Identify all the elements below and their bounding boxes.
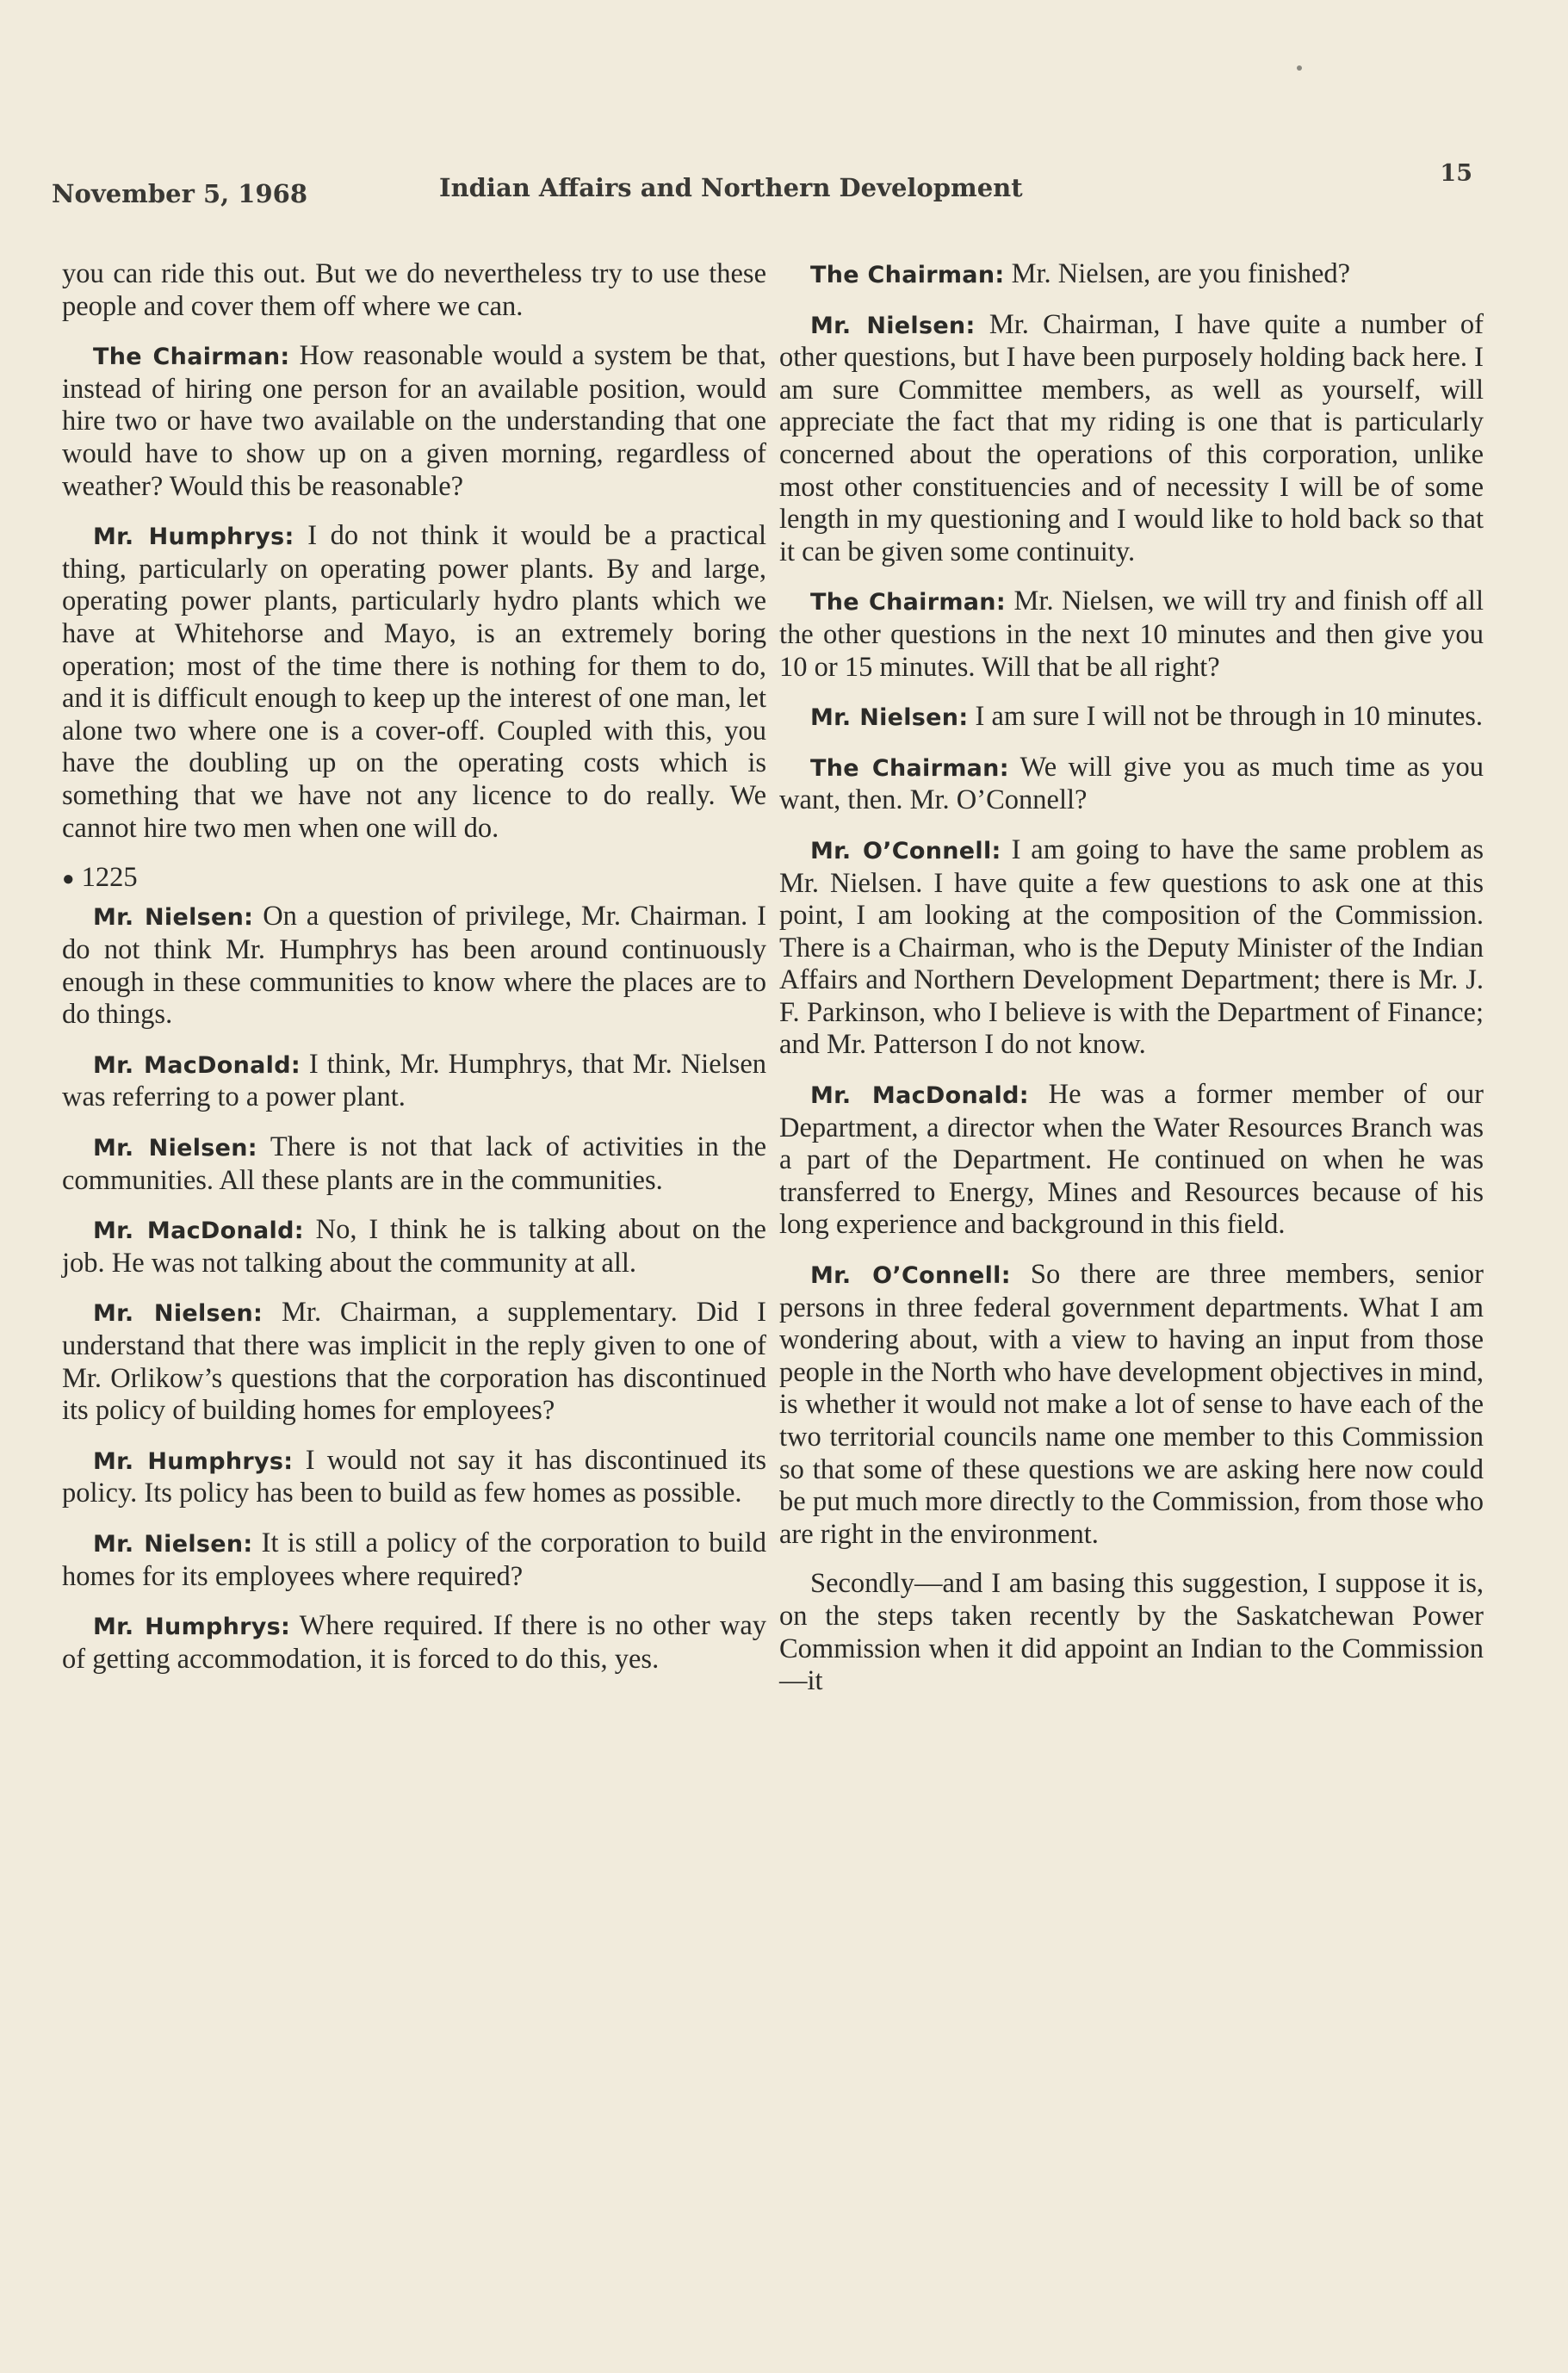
paragraph-text: Mr. Chairman, I have quite a number of other questions, but I have been purposely holding back here. I am sure Committee members, as well as yourself, will appreciate the fact that my riding is one that is particularly concerned about the operations of this corporation, unlike most other constituencies and of necessity I will be of some length in my questioning and I would like to hold back so that it can be given some continuity. xyxy=(779,308,1484,567)
speaker-name: Mr. Humphrys: xyxy=(93,1614,291,1641)
speaker-name: Mr. Humphrys: xyxy=(93,524,294,551)
paragraph-text: Where required. If there is no other way of getting accommodation, it is forced to do this, yes. xyxy=(62,1610,767,1675)
speaker-name: The Chairman: xyxy=(810,262,1005,288)
paragraph xyxy=(779,752,1484,817)
speaker-name: Mr. Nielsen: xyxy=(93,1530,253,1558)
speaker-name: Mr. MacDonald: xyxy=(810,1082,1029,1110)
paragraph xyxy=(779,586,1484,684)
header-date: November 5, 1968 xyxy=(52,179,308,208)
paragraph-text: Secondly—and I am basing this suggestion, I suppose it is, on the steps taken recently by the Saskatchewan Power Commission when it did appoint an Indian to the Commission—it xyxy=(779,1568,1484,1697)
paragraph-text: On a question of privilege, Mr. Chairman. I do not think Mr. Humphrys has been around continuously enough in these communities to know where the places are to do things. xyxy=(62,901,766,1031)
speaker-name: Mr. Humphrys: xyxy=(93,1447,294,1475)
paragraph-text: Mr. Chairman, a supplementary. Did I understand that there was implicit in the reply given to one of Mr. Orlikow’s questions that the corporation has discontinued its policy of building homes for employees? xyxy=(62,1297,766,1427)
right-column xyxy=(779,258,1484,1715)
paragraph-text: I would not say it has discontinued its policy. Its policy has been to build as few homes as possible. xyxy=(62,1444,766,1509)
page-number: 15 xyxy=(1440,160,1472,187)
paragraph xyxy=(779,1568,1484,1697)
speaker-name: The Chairman: xyxy=(93,344,290,371)
bullet-icon: ● xyxy=(62,867,75,890)
speaker-name: The Chairman: xyxy=(810,754,1009,782)
time-marker-text: 1225 xyxy=(81,862,138,894)
page-speck xyxy=(1297,65,1302,71)
paragraph-text: I am sure I will not be through in 10 minutes. xyxy=(968,701,1483,733)
paragraph xyxy=(62,1131,766,1197)
paragraph-text: No, I think he is talking about on the job. He was not talking about the community at all. xyxy=(62,1214,766,1279)
paragraph xyxy=(62,1527,766,1593)
speaker-name: Mr. Nielsen: xyxy=(93,1300,263,1328)
paragraph-text: So there are three members, senior persons in three federal government departments. What I am wondering about, with a view to having an input from those people in the North who have development objectives in mind, is whether it would not make a lot of sense to have each of the two territorial councils name one member to this Commission so that some of these questions we are asking here now could be put much more directly to the Commission, from those who are right in the environment. xyxy=(779,1259,1484,1550)
paragraph xyxy=(62,340,766,503)
paragraph xyxy=(62,520,766,845)
paragraph-text: I think, Mr. Humphrys, that Mr. Nielsen was referring to a power plant. xyxy=(62,1048,766,1113)
paragraph-text: you can ride this out. But we do nevertheless try to use these people and cover them off where we can. xyxy=(62,258,766,322)
paragraph xyxy=(62,1610,766,1676)
paragraph xyxy=(779,1259,1484,1551)
paragraph xyxy=(62,901,766,1031)
paragraph xyxy=(779,309,1484,569)
paragraph-text: Mr. Nielsen, are you finished? xyxy=(1004,258,1351,289)
speaker-name: Mr. Nielsen: xyxy=(93,1135,257,1162)
paragraph xyxy=(62,1214,766,1279)
time-marker xyxy=(62,862,766,895)
paragraph xyxy=(62,1049,766,1114)
paragraph-text: Mr. Nielsen, we will try and finish off all the other questions in the next 10 minutes and then give you 10 or 15 minutes. Will that be all right? xyxy=(779,586,1484,683)
header-journal-title: Indian Affairs and Northern Development xyxy=(439,173,1023,202)
speaker-name: Mr. MacDonald: xyxy=(93,1217,304,1245)
paragraph xyxy=(62,258,766,323)
paragraph xyxy=(62,1445,766,1510)
speaker-name: The Chairman: xyxy=(810,589,1006,616)
running-header xyxy=(52,160,1472,212)
speaker-name: Mr. Nielsen: xyxy=(810,704,969,732)
speaker-name: Mr. O’Connell: xyxy=(810,1262,1011,1290)
speaker-name: Mr. MacDonald: xyxy=(93,1051,301,1079)
paragraph-text: There is not that lack of activities in the communities. All these plants are in the communities. xyxy=(62,1131,766,1196)
paragraph xyxy=(779,834,1484,1062)
paragraph-text: I do not think it would be a practical thing, particularly on operating power plants. By and large, operating power plants, particularly hydro plants which we have at Whitehorse and Mayo, is an extremely boring operation; most of the time there is nothing for them to do, and it is difficult enough to keep up the interest of one man, let alone two where one is a cover-off. Coupled with this, you have the doubling up on the operating costs which is something that we have not any licence to do really. We cannot hire two men when one will do. xyxy=(62,520,766,844)
left-column xyxy=(62,258,766,1693)
paragraph xyxy=(779,701,1484,734)
speaker-name: Mr. O’Connell: xyxy=(810,837,1001,864)
paragraph-text: I am going to have the same problem as Mr. Nielsen. I have quite a few questions to ask one at this point, I am looking at the composition of the Commission. There is a Chairman, who is the Deputy Minister of the Indian Affairs and Northern Development Department; there is Mr. J. F. Parkinson, who I believe is with the Department of Finance; and Mr. Patterson I do not know. xyxy=(779,833,1484,1061)
paragraph-text: It is still a policy of the corporation to build homes for its employees where required? xyxy=(62,1527,766,1592)
paragraph-text: How reasonable would a system be that, instead of hiring one person for an available position, would hire two or have two available on the understanding that one would have to show up on a given morning, regardless of weather? Would this be reasonable? xyxy=(62,340,767,502)
paragraph-text: He was a former member of our Department, a director when the Water Resources Branch was a part of the Department. He continued on when he was transferred to Energy, Mines and Resources because of his long experience and background in this field. xyxy=(779,1079,1484,1241)
paragraph xyxy=(779,1079,1484,1242)
paragraph xyxy=(779,258,1484,292)
speaker-name: Mr. Nielsen: xyxy=(93,904,254,932)
paragraph-text: We will give you as much time as you want, then. Mr. O’Connell? xyxy=(779,751,1484,816)
speaker-name: Mr. Nielsen: xyxy=(810,312,976,339)
paragraph xyxy=(62,1297,766,1427)
